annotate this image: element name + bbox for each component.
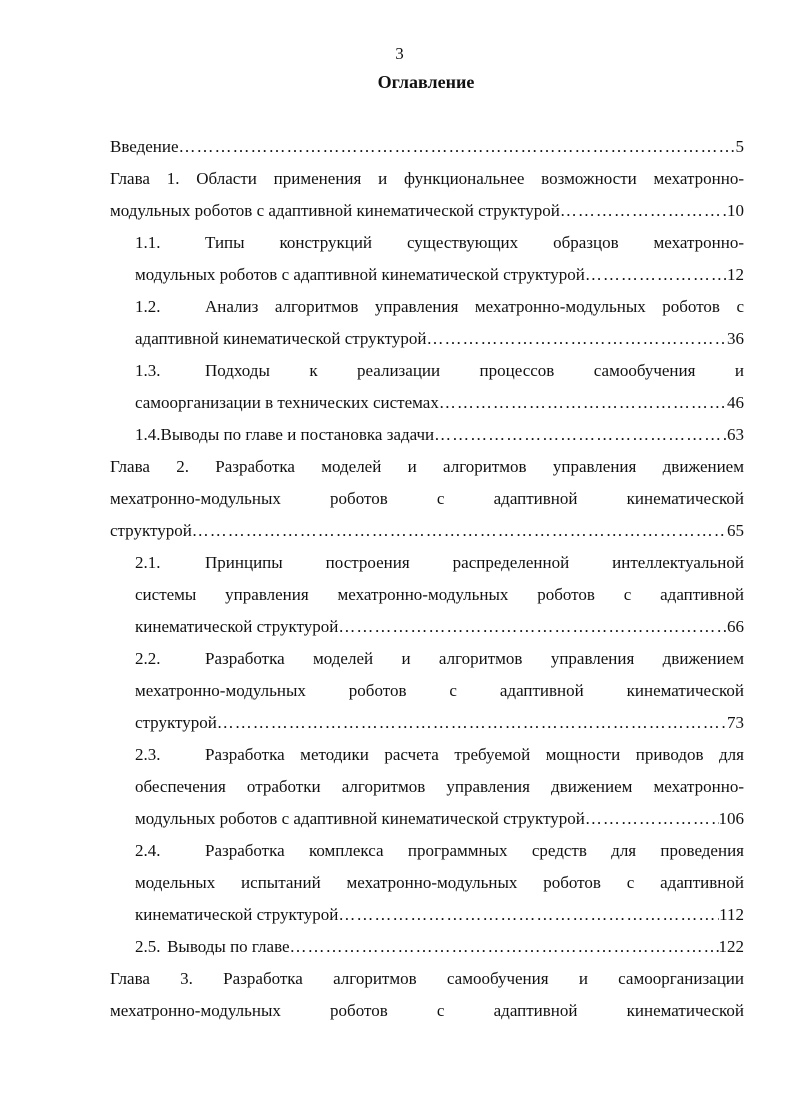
toc-entry-text: Принципы построения распределенной интеллектуальной: [205, 553, 744, 572]
toc-section-number: 2.1.: [135, 553, 161, 572]
toc-page-number: 106: [718, 809, 744, 828]
page-title: Оглавление: [377, 72, 475, 92]
toc-entry-text: Типы конструкций существующих образцов мехатронно-: [205, 233, 744, 252]
toc-section[interactable]: [110, 291, 744, 355]
toc-entry-text: модульных роботов с адаптивной кинематической структурой: [135, 265, 585, 284]
toc-line: [135, 387, 744, 419]
toc-section[interactable]: [110, 835, 744, 931]
toc-leader-dots: [338, 611, 727, 643]
toc-leader-dots: [179, 131, 736, 163]
toc-page-number: 5: [735, 137, 744, 156]
toc-entry-text: Выводы по главе и постановка задачи: [160, 425, 435, 444]
toc-entry-text: Разработка моделей и алгоритмов управления движением: [205, 649, 744, 668]
toc-line: [135, 291, 744, 323]
toc-entry-text: Подходы к реализации процессов самообучения и: [205, 361, 744, 380]
toc-section[interactable]: [110, 739, 744, 835]
toc-line: [135, 739, 744, 771]
toc-leader-dots: [192, 515, 727, 547]
toc-line: [135, 323, 744, 355]
toc-line: [135, 355, 744, 387]
toc-page-number: 122: [718, 937, 744, 956]
toc-line: [110, 515, 744, 547]
toc-page-number: 36: [727, 329, 744, 348]
toc-line: [135, 675, 744, 707]
toc-line: [110, 131, 744, 163]
toc-chapter[interactable]: [110, 963, 744, 1027]
toc-entry-text: Глава 1. Области применения и функциональнее возможности мехатронно-: [110, 169, 744, 188]
toc-leader-dots: [585, 803, 719, 835]
toc-page-number: 73: [727, 713, 744, 732]
toc-section-number: 2.5.: [135, 937, 161, 956]
toc-entry-text: кинематической структурой: [135, 617, 339, 636]
toc-section-number: 1.3.: [135, 361, 161, 380]
toc-leader-dots: [427, 323, 728, 355]
toc-entry-text: кинематической структурой: [135, 905, 339, 924]
toc-entry-text: Введение: [110, 137, 179, 156]
toc-entry-text: Глава 2. Разработка моделей и алгоритмов управления движением: [110, 457, 744, 476]
toc-entry-text: структурой: [135, 713, 217, 732]
toc-section[interactable]: [110, 931, 744, 963]
toc-section-number: 2.2.: [135, 649, 161, 668]
toc-leader-dots: [439, 387, 727, 419]
toc-line: [135, 611, 744, 643]
toc-line: [135, 931, 744, 963]
toc-section-number: 2.3.: [135, 745, 161, 764]
toc-entry-text: мехатронно-модульных роботов с адаптивной кинематической: [135, 681, 744, 700]
toc-entry-text: Разработка методики расчета требуемой мощности приводов для: [205, 745, 744, 764]
toc-line: [135, 707, 744, 739]
toc-line: [135, 579, 744, 611]
toc-line: [135, 835, 744, 867]
toc-entry-text: модульных роботов с адаптивной кинематической структурой: [110, 201, 560, 220]
toc-line: [135, 899, 744, 931]
toc-section-number: 1.4.: [135, 425, 161, 444]
toc-entry-text: мехатронно-модульных роботов с адаптивной кинематической: [110, 489, 744, 508]
toc-line: [135, 227, 744, 259]
toc-leader-dots: [585, 259, 727, 291]
toc-leader-dots: [338, 899, 719, 931]
toc-page-number: 46: [727, 393, 744, 412]
toc-leader-dots: [434, 419, 727, 451]
toc-line: [135, 547, 744, 579]
toc-entry-text: структурой: [110, 521, 192, 540]
toc-section[interactable]: [110, 355, 744, 419]
toc-chapter[interactable]: [110, 163, 744, 227]
toc-section[interactable]: [110, 643, 744, 739]
toc-entry-text: Выводы по главе: [167, 937, 290, 956]
toc-line: [135, 803, 744, 835]
toc-line: [110, 995, 744, 1027]
toc-line: [135, 867, 744, 899]
toc-entry-text: Анализ алгоритмов управления мехатронно-модульных роботов с: [205, 297, 744, 316]
toc-line: [135, 419, 744, 451]
toc-section-number: 1.1.: [135, 233, 161, 252]
toc-section-number: 1.2.: [135, 297, 161, 316]
toc-section-number: 2.4.: [135, 841, 161, 860]
toc-page-number: 112: [719, 905, 744, 924]
toc-chapter[interactable]: [110, 131, 744, 163]
toc-page-number: 12: [727, 265, 744, 284]
toc-page-number: 63: [727, 425, 744, 444]
toc-section[interactable]: [110, 419, 744, 451]
toc-line: [110, 163, 744, 195]
toc-page-number: 10: [727, 201, 744, 220]
toc-line: [135, 771, 744, 803]
toc-line: [135, 259, 744, 291]
toc-entry-text: обеспечения отработки алгоритмов управления движением мехатронно-: [135, 777, 744, 796]
toc-line: [110, 195, 744, 227]
toc-section[interactable]: [110, 547, 744, 643]
toc-leader-dots: [290, 931, 719, 963]
toc-chapter[interactable]: [110, 451, 744, 547]
toc-line: [110, 483, 744, 515]
toc-line: [135, 643, 744, 675]
toc-line: [110, 963, 744, 995]
toc-entry-text: модульных роботов с адаптивной кинематической структурой: [135, 809, 585, 828]
table-of-contents: [110, 131, 744, 1027]
toc-leader-dots: [560, 195, 727, 227]
toc-entry-text: Глава 3. Разработка алгоритмов самообучения и самоорганизации: [110, 969, 744, 988]
page-number: 3: [395, 44, 404, 63]
toc-section[interactable]: [110, 227, 744, 291]
toc-entry-text: адаптивной кинематической структурой: [135, 329, 427, 348]
toc-page-number: 66: [727, 617, 744, 636]
toc-entry-text: системы управления мехатронно-модульных роботов с адаптивной: [135, 585, 744, 604]
toc-entry-text: Разработка комплекса программных средств для проведения: [205, 841, 744, 860]
toc-page-number: 65: [727, 521, 744, 540]
toc-entry-text: модельных испытаний мехатронно-модульных роботов с адаптивной: [135, 873, 744, 892]
toc-entry-text: мехатронно-модульных роботов с адаптивной кинематической: [110, 1001, 744, 1020]
toc-entry-text: самоорганизации в технических системах: [135, 393, 439, 412]
toc-leader-dots: [217, 707, 727, 739]
toc-line: [110, 451, 744, 483]
